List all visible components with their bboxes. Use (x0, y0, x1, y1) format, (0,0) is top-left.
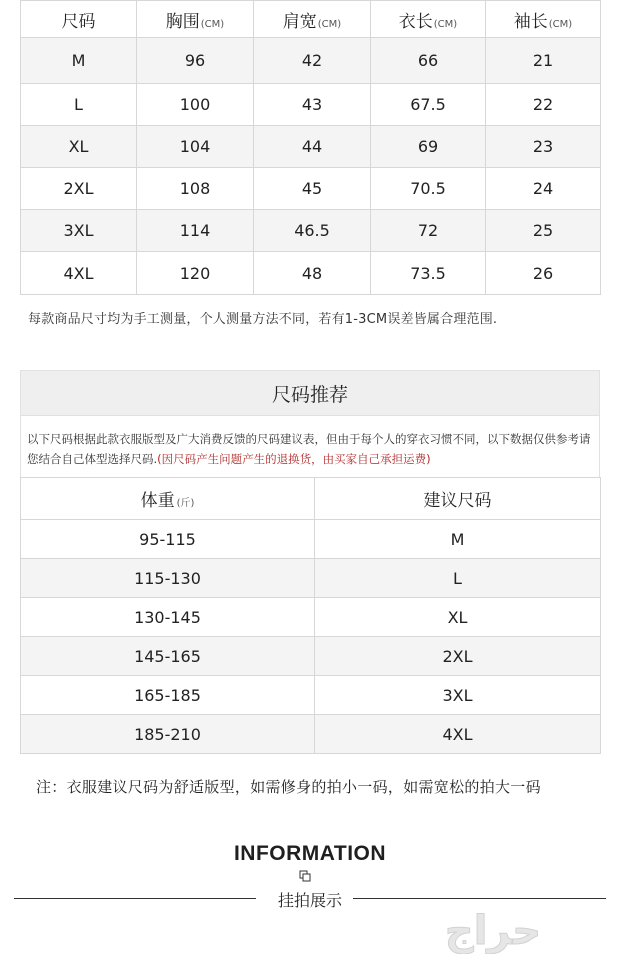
weight-cell: 115-130 (21, 559, 315, 598)
table-cell: 25 (486, 210, 601, 252)
hanging-display-subtitle: 挂拍展示 (277, 891, 342, 910)
size-cell: M (315, 520, 601, 559)
size-cell: L (315, 559, 601, 598)
table-cell: 43 (254, 84, 371, 126)
table-cell: XL (21, 126, 137, 168)
header-size: 尺码 (21, 1, 137, 38)
weight-size-header-row (21, 478, 601, 520)
table-cell: 45 (254, 168, 371, 210)
table-cell: 96 (137, 38, 254, 84)
table-cell: 42 (254, 38, 371, 84)
table-cell: 22 (486, 84, 601, 126)
table-row (21, 126, 601, 168)
table-cell: 24 (486, 168, 601, 210)
table-cell: M (21, 38, 137, 84)
weight-cell: 130-145 (21, 598, 315, 637)
header-recommended-size: 建议尺码 (315, 478, 601, 520)
table-cell: 2XL (21, 168, 137, 210)
size-cell: 3XL (315, 676, 601, 715)
table-row (21, 168, 601, 210)
header-sleeve: 袖长(CM) (486, 1, 601, 38)
weight-cell: 95-115 (21, 520, 315, 559)
weight-cell: 165-185 (21, 676, 315, 715)
table-cell: 44 (254, 126, 371, 168)
information-title: INFORMATION (233, 842, 387, 865)
table-cell: 66 (371, 38, 486, 84)
table-cell: 120 (137, 252, 254, 295)
table-cell: 23 (486, 126, 601, 168)
table-cell: 73.5 (371, 252, 486, 295)
watermark-logo (388, 904, 598, 954)
size-cell: 2XL (315, 637, 601, 676)
table-cell: 100 (137, 84, 254, 126)
table-cell: 104 (137, 126, 254, 168)
table-row (21, 637, 601, 676)
table-cell: 3XL (21, 210, 137, 252)
table-row (21, 676, 601, 715)
header-weight: 体重 (斤) (21, 478, 315, 520)
table-cell: 26 (486, 252, 601, 295)
table-cell: 108 (137, 168, 254, 210)
table-row (21, 520, 601, 559)
header-length: 衣长(CM) (371, 1, 486, 38)
fit-note: 注：衣服建议尺码为舒适版型，如需修身的拍小一码，如需宽松的拍大一码 (36, 778, 541, 796)
table-row (21, 559, 601, 598)
table-cell: 4XL (21, 252, 137, 295)
recommendation-description (20, 416, 600, 477)
weight-size-table (20, 477, 601, 754)
measurement-note: 每款商品尺寸均为手工测量，个人测量方法不同，若有1-3CM误差皆属合理范围. (28, 312, 498, 327)
table-cell: 67.5 (371, 84, 486, 126)
table-row (21, 84, 601, 126)
recommendation-title: 尺码推荐 (20, 370, 600, 416)
header-shoulder: 肩宽(CM) (254, 1, 371, 38)
header-chest: 胸围(CM) (137, 1, 254, 38)
table-cell: 21 (486, 38, 601, 84)
table-cell: 46.5 (254, 210, 371, 252)
weight-cell: 185-210 (21, 715, 315, 754)
table-cell: 114 (137, 210, 254, 252)
size-chart-table (20, 0, 601, 295)
size-cell: 4XL (315, 715, 601, 754)
recommendation-description-text: 以下尺码根据此款衣服版型及广大消费反馈的尺码建议表，但由于每个人的穿衣习惯不同，以下数据仅供参考请您结合自己体型选择尺码. (27, 432, 591, 466)
table-row (21, 210, 601, 252)
watermark-text: حراج (444, 908, 542, 954)
table-row (21, 38, 601, 84)
table-cell: 70.5 (371, 168, 486, 210)
table-cell: 48 (254, 252, 371, 295)
size-cell: XL (315, 598, 601, 637)
return-shipping-warning: (因尺码产生问题产生的退换货，由买家自己承担运费) (157, 452, 431, 466)
table-row (21, 598, 601, 637)
copy-icon (299, 870, 311, 882)
table-row (21, 715, 601, 754)
table-cell: 72 (371, 210, 486, 252)
size-chart-header-row (21, 1, 601, 38)
table-row (21, 252, 601, 295)
table-cell: 69 (371, 126, 486, 168)
weight-cell: 145-165 (21, 637, 315, 676)
size-recommendation-section (20, 370, 600, 754)
table-cell: L (21, 84, 137, 126)
